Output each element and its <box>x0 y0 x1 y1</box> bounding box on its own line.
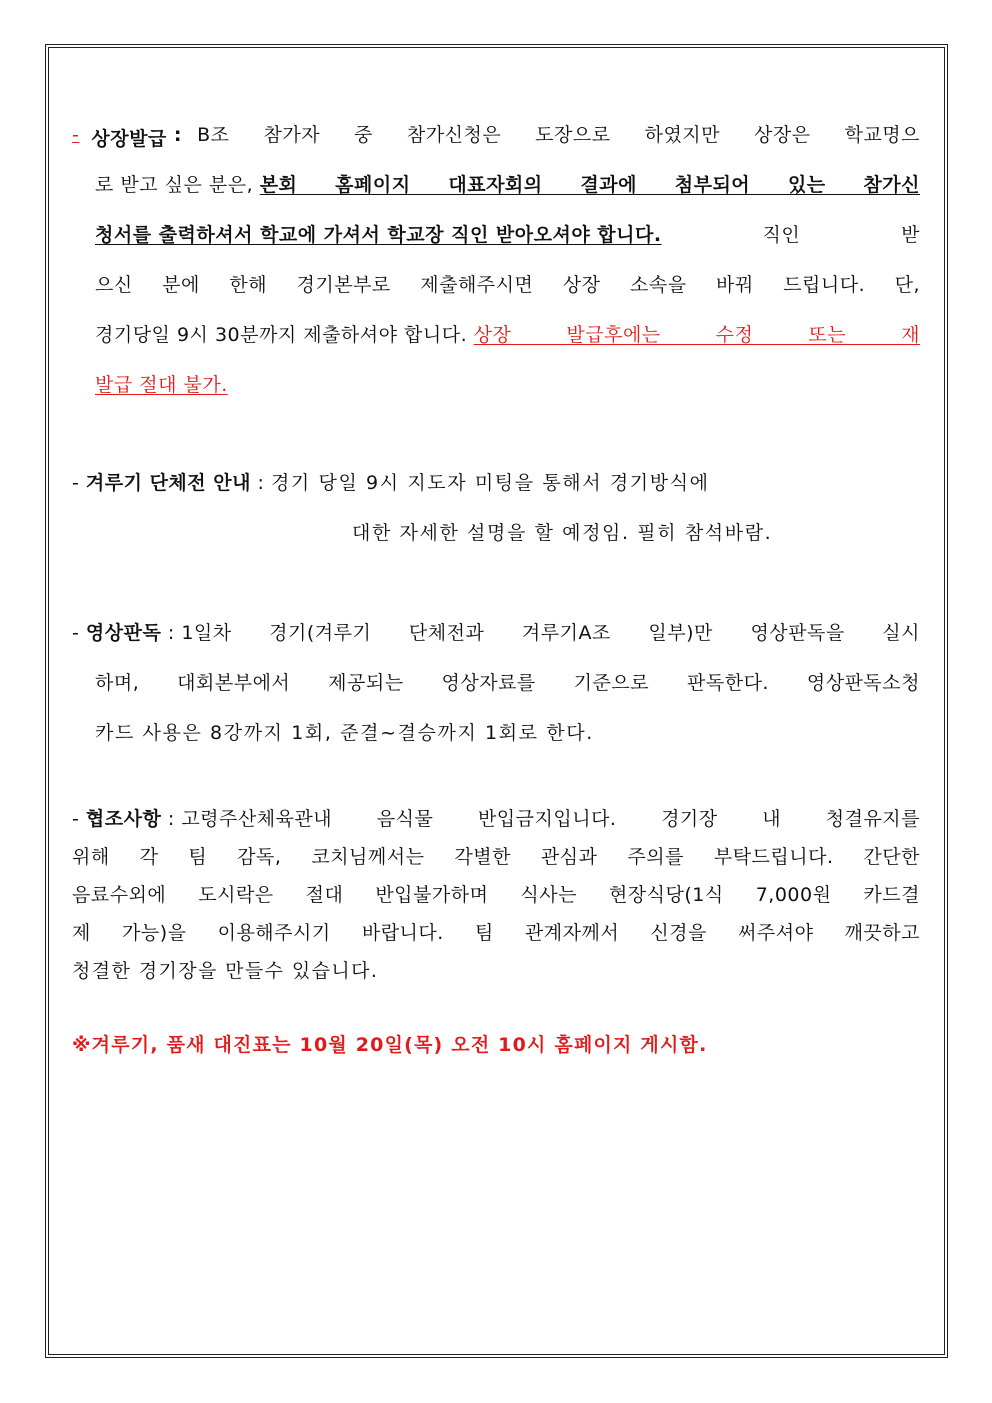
award-dash: - <box>72 124 80 146</box>
video-line-3: 카드 사용은 8강까지 1회, 준결~결승까지 1회로 한다. <box>95 722 594 744</box>
team-line-1 <box>72 468 710 495</box>
video-line-1 <box>72 618 920 645</box>
award-line-3-plain: 직인 받 <box>661 224 920 246</box>
award-line-5-plain: 경기당일 9시 30분까지 제출하셔야 합니다. <box>95 324 474 346</box>
award-line-5 <box>95 320 920 347</box>
award-line-4: 으신 분에 한해 경기본부로 제출해주시면 상장 소속을 바꿔 드립니다. 단, <box>95 274 920 296</box>
coop-line-5: 청결한 경기장을 만들수 있습니다. <box>72 960 379 982</box>
award-line-2-plain: 로 받고 싶은 분은, <box>95 174 260 196</box>
coop-prefix: - <box>72 808 86 830</box>
video-sep: : <box>161 622 182 644</box>
coop-title: 협조사항 <box>85 808 162 830</box>
team-prefix: - <box>72 472 86 494</box>
coop-sep: : <box>161 808 182 830</box>
video-line-2: 하며, 대회본부에서 제공되는 영상자료를 기준으로 판독한다. 영상판독소청 <box>95 672 920 694</box>
video-prefix: - <box>72 622 86 644</box>
award-title: 상장발급 <box>91 128 167 150</box>
award-line-5-red: 상장 발급후에는 수정 또는 재 <box>473 324 920 346</box>
award-line-1 <box>72 120 920 151</box>
award-line-3 <box>95 220 920 247</box>
team-sep: : <box>250 472 271 494</box>
coop-line-4: 제 가능)을 이용해주시기 바랍니다. 팀 관계자께서 신경을 써주셔야 깨끗하고 <box>72 922 920 944</box>
coop-line-1 <box>72 804 920 831</box>
notice-text: ※겨루기, 품새 대진표는 10월 20일(목) 오전 10시 홈페이지 게시함. <box>72 1034 708 1056</box>
award-line-2 <box>95 170 920 197</box>
video-title: 영상판독 <box>85 622 162 644</box>
video-line-1-text: 1일차 경기(겨루기 단체전과 겨루기A조 일부)만 영상판독을 실시 <box>181 622 920 644</box>
award-line-1-text: B조 참가자 중 참가신청은 도장으로 하였지만 상장은 학교명으 <box>197 124 920 146</box>
coop-line-3: 음료수외에 도시락은 절대 반입불가하며 식사는 현장식당(1식 7,000원 카드결 <box>72 884 920 906</box>
team-title: 겨루기 단체전 안내 <box>85 472 251 494</box>
award-sep: : <box>166 124 190 146</box>
coop-line-2: 위해 각 팀 감독, 코치님께서는 각별한 관심과 주의를 부탁드립니다. 간단한 <box>72 846 920 868</box>
award-line-6: 발급 절대 불가. <box>95 374 228 396</box>
coop-line-1-text: 고령주산체육관내 음식물 반입금지입니다. 경기장 내 청결유지를 <box>181 808 920 830</box>
award-line-3-bold: 청서를 출력하셔서 학교에 가셔서 학교장 직인 받아오셔야 합니다. <box>95 224 662 246</box>
team-line-1-text: 경기 당일 9시 지도자 미팅을 통해서 경기방식에 <box>270 472 710 494</box>
award-line-2-bold: 본회 홈페이지 대표자회의 결과에 첨부되어 있는 참가신 <box>259 174 920 196</box>
team-line-2: 대한 자세한 설명을 할 예정임. 필히 참석바람. <box>352 522 773 544</box>
